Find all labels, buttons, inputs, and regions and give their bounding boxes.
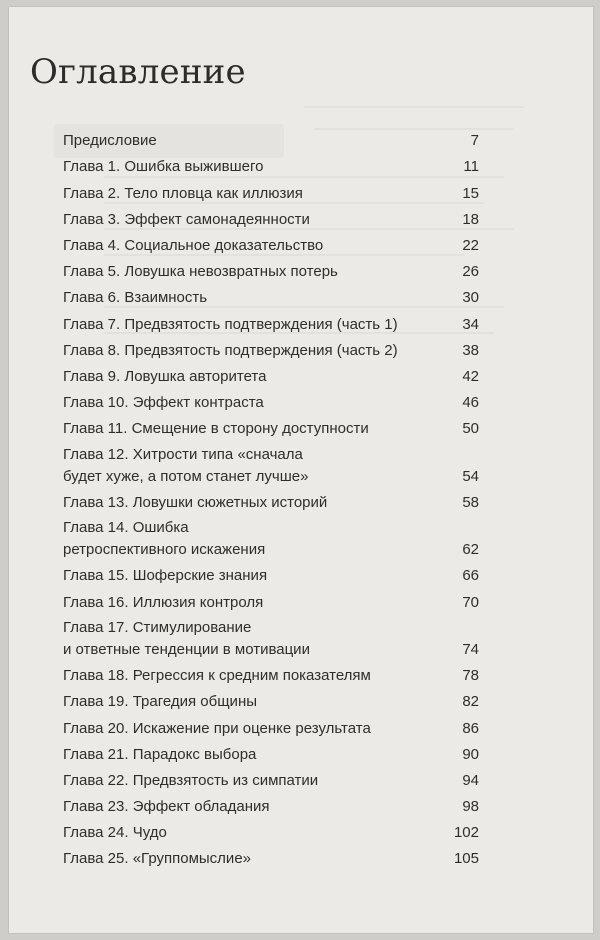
toc-entry [63,362,479,388]
toc-entry-label: Глава 9. Ловушка авторитета [63,367,267,385]
toc-entry [63,440,479,487]
toc-entry-label: Глава 4. Социальное доказательство [63,236,324,254]
toc-entry-page-number: 34 [462,315,479,333]
toc-entry-label: Глава 24. Чудо [63,824,167,842]
toc-entry-label: Глава 12. Хитрости типа «сначала будет хуже, а потом станет лучше» [63,445,309,485]
toc-entry-label: Глава 22. Предвзятость из симпатии [63,771,319,789]
toc-entry [63,231,479,257]
show-through-line [304,106,524,108]
toc-entry [63,178,479,204]
toc-entry [63,561,479,587]
toc-entry-label: Предисловие [63,132,157,150]
toc-entry [63,766,479,792]
toc-entry-label: Глава 10. Эффект контраста [63,394,264,412]
toc-entry [63,740,479,766]
toc-entry-page-number: 98 [462,798,479,816]
toc-entry-page-number: 70 [462,593,479,611]
toc-entry-label: Глава 17. Стимулирование и ответные тенденции в мотивации [63,618,310,658]
toc-entry-label: Глава 21. Парадокс выбора [63,745,257,763]
toc-entry [63,309,479,335]
toc-entry-label: Глава 25. «Группомыслие» [63,850,251,868]
toc-entry [63,414,479,440]
toc-entry-page-number: 62 [462,541,479,559]
toc-entry-label: Глава 6. Взаимность [63,289,208,307]
toc-entry-page-number: 86 [462,719,479,737]
toc-entry-label: Глава 19. Трагедия общины [63,693,258,711]
toc-entry-page-number: 74 [462,640,479,658]
toc-entry-label: Глава 3. Эффект самонадеянности [63,210,310,228]
toc-entry [63,661,479,687]
toc-entry-label: Глава 18. Регрессия к средним показателям [63,667,371,685]
toc-entry-label: Глава 16. Иллюзия контроля [63,593,264,611]
toc-entry-label: Глава 11. Смещение в сторону доступности [63,420,369,438]
toc-entry-label: Глава 15. Шоферские знания [63,567,268,585]
toc-entry-page-number: 22 [462,236,479,254]
toc-entry [63,388,479,414]
toc-title: Оглавление [30,52,246,92]
toc-entry-label: Глава 14. Ошибка ретроспективного искажения [63,519,266,559]
toc-entry [63,488,479,514]
toc-entry [63,844,479,870]
toc-entry [63,514,479,561]
toc-entry-page-number: 78 [462,667,479,685]
toc-entry [63,614,479,661]
toc-entry-label: Глава 5. Ловушка невозвратных потерь [63,263,338,281]
toc-entry [63,152,479,178]
toc-entry-page-number: 7 [470,132,479,150]
toc-entry-page-number: 18 [462,210,479,228]
toc-entry [63,713,479,739]
toc-entry [63,205,479,231]
toc-entry-label: Глава 2. Тело пловца как иллюзия [63,184,303,202]
toc-entry-page-number: 30 [462,289,479,307]
toc-entry-page-number: 90 [462,745,479,763]
toc-entry-page-number: 105 [453,850,479,868]
toc-entry [63,336,479,362]
toc-entry-page-number: 50 [462,420,479,438]
toc-entry-label: Глава 23. Эффект обладания [63,798,270,816]
toc-list [63,126,479,870]
toc-entry [63,818,479,844]
toc-entry [63,687,479,713]
toc-entry-page-number: 102 [453,824,479,842]
toc-entry-page-number: 94 [462,771,479,789]
toc-entry-page-number: 26 [462,263,479,281]
toc-entry-page-number: 11 [463,158,479,176]
toc-entry-page-number: 38 [462,341,479,359]
toc-entry-label: Глава 1. Ошибка выжившего [63,158,264,176]
toc-entry [63,587,479,613]
toc-entry-page-number: 58 [462,493,479,511]
toc-entry-page-number: 46 [462,394,479,412]
toc-entry-page-number: 82 [462,693,479,711]
toc-entry-label: Глава 13. Ловушки сюжетных историй [63,493,328,511]
toc-entry-label: Глава 20. Искажение при оценке результата [63,719,371,737]
toc-entry-page-number: 66 [462,567,479,585]
toc-entry [63,792,479,818]
toc-entry-page-number: 42 [462,367,479,385]
toc-entry-page-number: 15 [462,184,479,202]
toc-entry [63,283,479,309]
toc-entry [63,126,479,152]
toc-entry-label: Глава 8. Предвзятость подтверждения (часть 2) [63,341,398,359]
toc-entry-label: Глава 7. Предвзятость подтверждения (часть 1) [63,315,398,333]
toc-entry-page-number: 54 [462,467,479,485]
toc-entry [63,257,479,283]
